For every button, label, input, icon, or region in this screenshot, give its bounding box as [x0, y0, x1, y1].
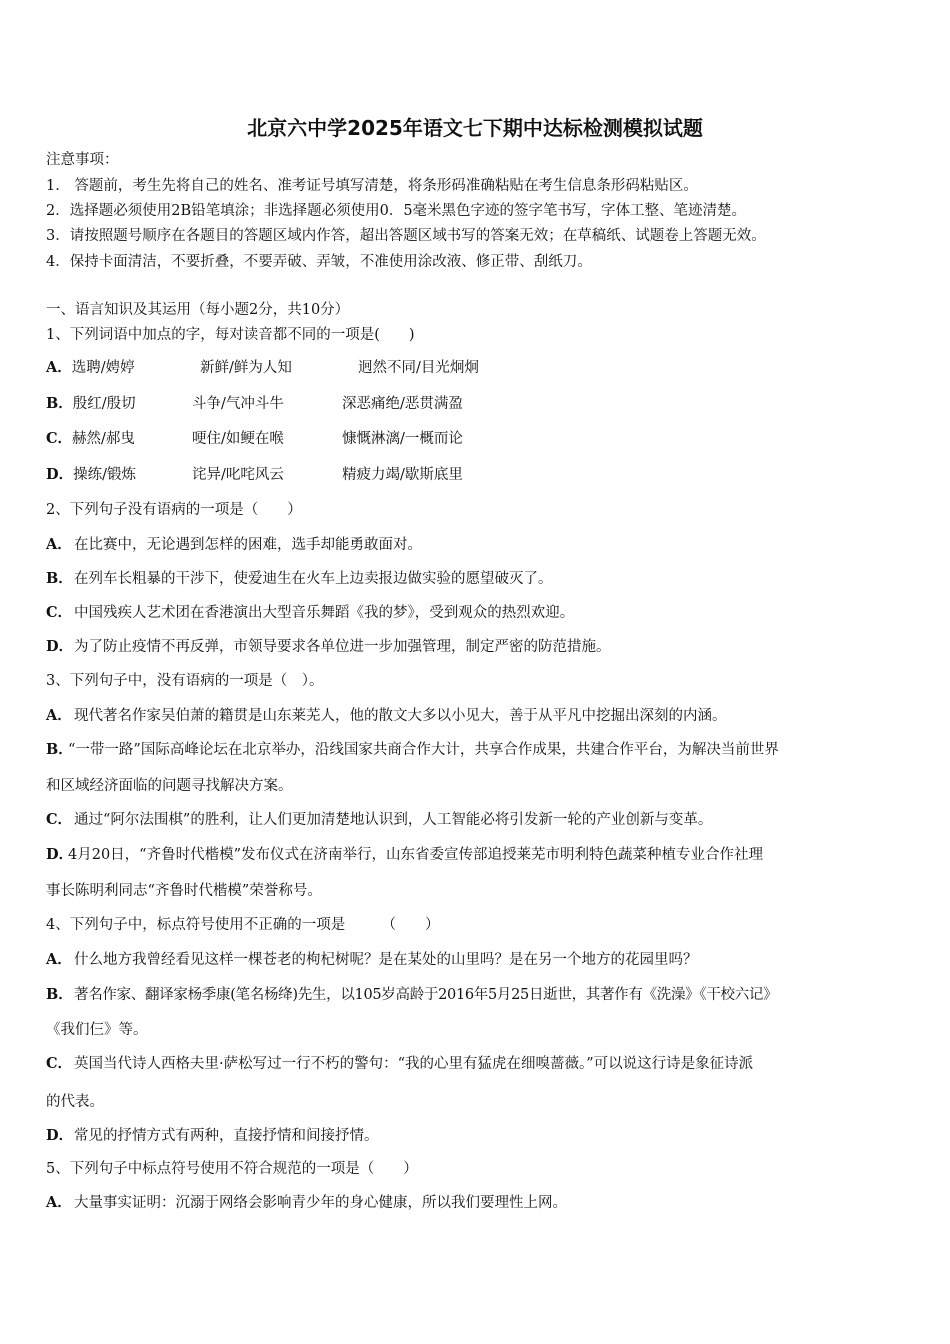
option-text: 中国残疾人艺术团在香港演出大型音乐舞蹈《我的梦》，受到观众的热烈欢迎。 [74, 605, 575, 621]
q4-option-c-continued: 的代表。 [46, 1094, 104, 1110]
q3-option-a [46, 706, 727, 726]
option-text: 英国当代诗人西格夫里·萨松写过一行不朽的警句：“我的心里有猛虎在细嗅蔷薇。”可以说这行诗是象征诗派 [74, 1056, 754, 1072]
option-label: B． [46, 395, 73, 412]
question-1-stem: 1、下列词语中加点的字，每对读音都不同的一项是( ) [46, 327, 415, 343]
option-label: A． [46, 536, 72, 553]
option-text: 常见的抒情方式有两种，直接抒情和间接抒情。 [74, 1128, 379, 1144]
q4-option-c [46, 1054, 753, 1074]
page-title: 北京六中学2025年语文七下期中达标检测模拟试题 [247, 116, 703, 140]
q1-option-b [46, 394, 136, 414]
option-label: C． [46, 1055, 73, 1072]
option-text: 什么地方我曾经看见这样一棵苍老的枸杞树呢？是在某处的山里吗？是在另一个地方的花园里吗？ [74, 952, 698, 968]
option-label: B． [46, 741, 73, 758]
q3-option-b-continued: 和区域经济面临的问题寻找解决方案。 [46, 778, 293, 794]
q2-option-c [46, 603, 574, 623]
option-term: 选聘/娉婷 [71, 360, 135, 376]
option-label: C． [46, 430, 73, 447]
q1-option-c-term2: 哽住/如鲠在喉 [192, 431, 284, 447]
q4-option-a [46, 950, 698, 970]
q4-option-b-continued: 《我们仨》等。 [46, 1022, 148, 1038]
q5-option-a [46, 1193, 567, 1213]
option-label: A． [46, 359, 72, 376]
option-label: A． [46, 1194, 72, 1211]
option-label: B． [46, 986, 73, 1003]
option-text: 4月20日，“齐鲁时代楷模”发布仪式在济南举行，山东省委宣传部追授莱芜市明利特色蔬菜种植专业合作社理 [68, 847, 763, 863]
option-label: D． [46, 1127, 74, 1144]
q1-option-a [46, 358, 135, 378]
q2-option-b [46, 569, 553, 589]
option-text: 大量事实证明：沉溺于网络会影响青少年的身心健康，所以我们要理性上网。 [74, 1195, 567, 1211]
option-text: 为了防止疫情不再反弹，市领导要求各单位进一步加强管理，制定严密的防范措施。 [74, 639, 611, 655]
q2-option-a [46, 535, 422, 555]
notice-item: 4．保持卡面清洁，不要折叠，不要弄破、弄皱，不准使用涂改液、修正带、刮纸刀。 [46, 254, 592, 270]
q1-option-b-term2: 斗争/气冲斗牛 [192, 396, 284, 412]
question-5-stem: 5、下列句子中标点符号使用不符合规范的一项是（ ） [46, 1161, 418, 1177]
option-label: C． [46, 604, 73, 621]
option-label: B． [46, 570, 73, 587]
q2-option-d [46, 637, 611, 657]
option-term: 操练/锻炼 [73, 467, 136, 483]
q1-option-a-term3: 迥然不同/目光炯炯 [358, 360, 479, 376]
q4-option-d [46, 1126, 379, 1146]
q4-option-b [46, 985, 777, 1005]
notice-item: 2．选择题必须使用2B铅笔填涂；非选择题必须使用0．5毫米黑色字迹的签字笔书写，字体工整、笔迹清楚。 [46, 203, 747, 219]
option-text: 在比赛中，无论遇到怎样的困难，选手却能勇敢面对。 [74, 537, 422, 553]
option-label: D． [46, 638, 74, 655]
question-4-stem: 4、下列句子中，标点符号使用不正确的一项是 （ ） [46, 917, 440, 933]
option-text: 现代著名作家吴伯萧的籍贯是山东莱芜人，他的散文大多以小见大，善于从平凡中挖掘出深刻的内涵。 [74, 708, 727, 724]
q3-option-c [46, 810, 712, 830]
notice-heading: 注意事项： [46, 152, 119, 168]
q1-option-c-term3: 慷慨淋漓/一概而论 [342, 431, 463, 447]
option-term: 殷红/殷切 [72, 396, 136, 412]
section-heading: 一、语言知识及其运用（每小题2分，共10分） [46, 302, 350, 318]
notice-item: 3．请按照题号顺序在各题目的答题区域内作答，超出答题区域书写的答案无效；在草稿纸、试题卷上答题无效。 [46, 228, 766, 244]
option-text: 在列车长粗暴的干涉下，使爱迪生在火车上边卖报边做实验的愿望破灭了。 [74, 571, 553, 587]
option-label: D． [46, 846, 74, 863]
option-text: 通过“阿尔法围棋”的胜利，让人们更加清楚地认识到，人工智能必将引发新一轮的产业创新与变革。 [74, 812, 713, 828]
option-text: “一带一路”国际高峰论坛在北京举办，沿线国家共商合作大计，共享合作成果，共建合作平台，为解决当前世界 [68, 742, 779, 758]
q1-option-b-term3: 深恶痛绝/恶贯满盈 [342, 396, 463, 412]
q1-option-a-term2: 新鲜/鲜为人知 [200, 360, 292, 376]
option-label: A． [46, 707, 72, 724]
option-term: 赫然/郝曳 [72, 431, 135, 447]
notice-item: 1． 答题前，考生先将自己的姓名、准考证号填写清楚，将条形码准确粘贴在考生信息条形码粘贴区。 [46, 178, 698, 194]
q3-option-d-continued: 事长陈明利同志“齐鲁时代楷模”荣誉称号。 [46, 883, 322, 899]
question-3-stem: 3、下列句子中，没有语病的一项是（ ）。 [46, 673, 324, 689]
option-label: A． [46, 951, 72, 968]
q3-option-d [46, 845, 763, 865]
q1-option-d [46, 465, 136, 485]
q1-option-d-term2: 诧异/叱咤风云 [192, 467, 284, 483]
option-text: 著名作家、翻译家杨季康(笔名杨绛)先生，以105岁高龄于2016年5月25日逝世，其著作有《洗澡》《干校六记》 [74, 987, 778, 1003]
q1-option-c [46, 429, 135, 449]
option-label: D． [46, 466, 74, 483]
q3-option-b [46, 740, 779, 760]
q1-option-d-term3: 精疲力竭/歇斯底里 [342, 467, 463, 483]
question-2-stem: 2、下列句子没有语病的一项是（ ） [46, 502, 302, 518]
option-label: C． [46, 811, 73, 828]
